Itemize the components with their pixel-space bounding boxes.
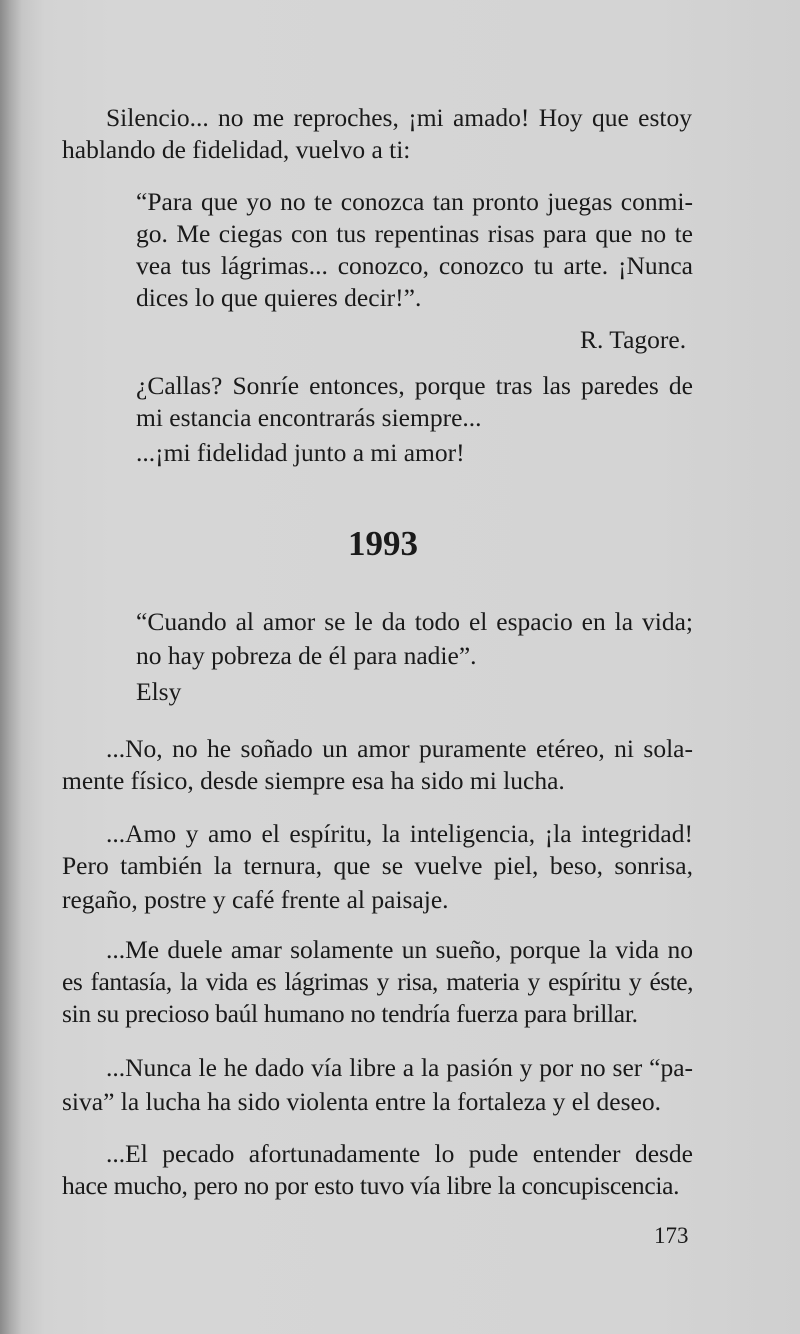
paragraph-6-line-2: siva” la lucha ha sido violenta entre la fortaleza y el deseo. [62, 1087, 661, 1116]
quote-1-line-2: go. Me ciegas con tus repentinas risas para que no te [136, 219, 693, 248]
quote-2-line-2: no hay pobreza de él para nadie”. [136, 641, 477, 670]
paragraph-7-line-1: ...El pecado afortunadamente lo pude entender desde [106, 1139, 693, 1168]
paragraph-5-line-1: ...Me duele amar solamente un sueño, porque la vida no [106, 935, 693, 964]
paragraph-2-line-2: mi estancia encontrarás siempre... [136, 403, 482, 432]
paragraph-3-line-2: mente físico, desde siempre esa ha sido mi lucha. [62, 766, 565, 795]
quote-2-line-1: “Cuando al amor se le da todo el espacio en la vida; [136, 607, 693, 636]
paragraph-4-line-2: Pero también la ternura, que se vuelve piel, beso, sonrisa, [62, 851, 693, 880]
paragraph-1-line-1: Silencio... no me reproches, ¡mi amado! Hoy que estoy [106, 103, 692, 132]
section-heading: 1993 [348, 524, 418, 563]
paragraph-1-line-2: hablando de fidelidad, vuelvo a ti: [62, 135, 411, 164]
page-number: 173 [654, 1223, 689, 1248]
paragraph-4-line-1: ...Amo y amo el espíritu, la inteligencia, ¡la integridad! [106, 819, 693, 848]
paragraph-5-line-2: es fantasía, la vida es lágrimas y risa, materia y espíritu y éste, [62, 967, 693, 996]
paragraph-7-line-2: hace mucho, pero no por esto tuvo vía libre la concupiscencia. [62, 1171, 680, 1200]
quote-1-line-1: “Para que yo no te conozca tan pronto juegas conmi- [136, 187, 693, 216]
quote-1-author: R. Tagore. [580, 325, 687, 354]
paragraph-2-line-1: ¿Callas? Sonríe entonces, porque tras las paredes de [136, 371, 693, 400]
paragraph-5-line-3: sin su precioso baúl humano no tendría fuerza para brillar. [62, 999, 638, 1028]
paragraph-6-line-1: ...Nunca le he dado vía libre a la pasión y por no ser “pa- [106, 1053, 693, 1082]
quote-1-line-3: vea tus lágrimas... conozco, conozco tu arte. ¡Nunca [136, 251, 693, 280]
paragraph-4-line-3: regaño, postre y café frente al paisaje. [62, 885, 449, 914]
paragraph-2-line-3: ...¡mi fidelidad junto a mi amor! [136, 438, 465, 467]
quote-2-attribution: Elsy [136, 677, 182, 706]
quote-1-line-4: dices lo que quieres decir!”. [136, 283, 422, 312]
paragraph-3-line-1: ...No, no he soñado un amor puramente etéreo, ni sola- [106, 734, 693, 763]
